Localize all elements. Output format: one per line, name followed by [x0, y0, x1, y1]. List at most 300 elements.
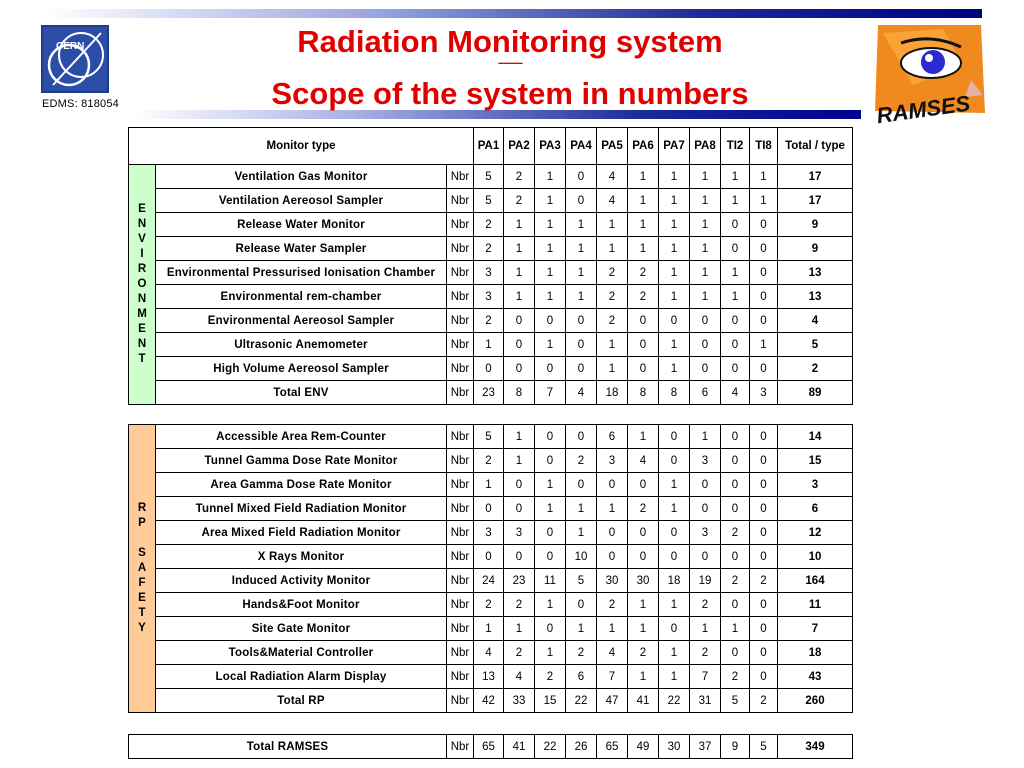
- monitor-type-name: Release Water Sampler: [156, 237, 447, 261]
- count-ti8: 2: [750, 569, 778, 593]
- unit-label: Nbr: [447, 309, 474, 333]
- unit-label: Nbr: [447, 213, 474, 237]
- count-pa1: 3: [474, 285, 504, 309]
- count-ti8: 0: [750, 449, 778, 473]
- count-pa3: 1: [535, 473, 566, 497]
- grand-total-table: [128, 734, 853, 759]
- monitor-type-name: Tunnel Mixed Field Radiation Monitor: [156, 497, 447, 521]
- count-pa4: 22: [566, 689, 597, 713]
- count-pa6: 0: [628, 333, 659, 357]
- count-pa8: 2: [690, 593, 721, 617]
- count-pa8: 19: [690, 569, 721, 593]
- count-ti8: 0: [750, 665, 778, 689]
- section-total-row: [129, 381, 853, 405]
- count-ti8: 0: [750, 309, 778, 333]
- count-pa3: 1: [535, 641, 566, 665]
- count-pa8: 6: [690, 381, 721, 405]
- table-row: [129, 641, 853, 665]
- count-pa8: 1: [690, 165, 721, 189]
- section-label-letter: O: [137, 278, 147, 290]
- count-pa7: 22: [659, 689, 690, 713]
- section-label-letter: E: [138, 203, 146, 215]
- count-pa6: 0: [628, 521, 659, 545]
- count-ti2: 0: [721, 213, 750, 237]
- count-pa2: 0: [504, 333, 535, 357]
- count-pa6: 1: [628, 617, 659, 641]
- count-pa4: 2: [566, 641, 597, 665]
- count-pa3: 22: [535, 735, 566, 759]
- count-ti2: 0: [721, 425, 750, 449]
- monitor-type-name: Environmental rem-chamber: [156, 285, 447, 309]
- count-ti2: 1: [721, 285, 750, 309]
- count-pa6: 41: [628, 689, 659, 713]
- unit-label: Nbr: [447, 545, 474, 569]
- count-pa1: 2: [474, 309, 504, 333]
- count-pa6: 2: [628, 261, 659, 285]
- count-pa4: 0: [566, 425, 597, 449]
- count-pa7: 1: [659, 357, 690, 381]
- count-ti2: 0: [721, 309, 750, 333]
- section-label-letter: [129, 531, 155, 546]
- count-ti8: 0: [750, 285, 778, 309]
- count-pa8: 1: [690, 425, 721, 449]
- count-pa6: 2: [628, 285, 659, 309]
- monitor-type-name: Area Mixed Field Radiation Monitor: [156, 521, 447, 545]
- count-ti2: 1: [721, 617, 750, 641]
- header-table: [128, 127, 853, 165]
- count-pa3: 0: [535, 309, 566, 333]
- unit-label: Nbr: [447, 473, 474, 497]
- count-pa7: 8: [659, 381, 690, 405]
- count-pa2: 0: [504, 473, 535, 497]
- count-pa7: 18: [659, 569, 690, 593]
- unit-label: Nbr: [447, 593, 474, 617]
- table-row: [129, 545, 853, 569]
- count-ti2: 0: [721, 237, 750, 261]
- unit-label: Nbr: [447, 569, 474, 593]
- count-pa6: 1: [628, 165, 659, 189]
- count-pa2: 2: [504, 641, 535, 665]
- monitor-type-name: X Rays Monitor: [156, 545, 447, 569]
- count-pa4: 1: [566, 213, 597, 237]
- count-pa3: 1: [535, 593, 566, 617]
- count-pa2: 23: [504, 569, 535, 593]
- monitor-type-name: Ventilation Gas Monitor: [156, 165, 447, 189]
- count-pa7: 0: [659, 617, 690, 641]
- count-ti8: 0: [750, 521, 778, 545]
- count-pa8: 1: [690, 189, 721, 213]
- table-row: [129, 449, 853, 473]
- unit-label: Nbr: [447, 665, 474, 689]
- section-label-letter: I: [140, 248, 144, 260]
- count-pa7: 0: [659, 449, 690, 473]
- monitor-type-name: Hands&Foot Monitor: [156, 593, 447, 617]
- count-pa3: 0: [535, 545, 566, 569]
- count-pa2: 1: [504, 213, 535, 237]
- count-pa4: 0: [566, 165, 597, 189]
- count-pa4: 0: [566, 309, 597, 333]
- count-pa3: 0: [535, 617, 566, 641]
- count-pa1: 13: [474, 665, 504, 689]
- column-header-monitor-type: Monitor type: [129, 128, 474, 165]
- total-per-type: 7: [778, 617, 853, 641]
- count-pa7: 0: [659, 309, 690, 333]
- count-pa7: 1: [659, 285, 690, 309]
- unit-label: Nbr: [447, 381, 474, 405]
- count-pa3: 2: [535, 665, 566, 689]
- count-pa1: 2: [474, 449, 504, 473]
- total-per-type: 3: [778, 473, 853, 497]
- count-pa6: 30: [628, 569, 659, 593]
- count-pa4: 4: [566, 381, 597, 405]
- count-pa7: 1: [659, 237, 690, 261]
- count-pa4: 0: [566, 473, 597, 497]
- unit-label: Nbr: [447, 333, 474, 357]
- cern-logo-text: CERN: [56, 41, 85, 52]
- count-pa4: 10: [566, 545, 597, 569]
- count-pa8: 3: [690, 449, 721, 473]
- count-pa2: 2: [504, 593, 535, 617]
- section-label-letter: R: [137, 263, 147, 275]
- table-row: [129, 425, 853, 449]
- unit-label: Nbr: [447, 285, 474, 309]
- count-pa7: 0: [659, 545, 690, 569]
- monitor-type-name: Total RP: [156, 689, 447, 713]
- count-pa8: 0: [690, 473, 721, 497]
- table-row: [129, 665, 853, 689]
- count-pa5: 30: [597, 569, 628, 593]
- table-row: [129, 473, 853, 497]
- count-pa1: 5: [474, 165, 504, 189]
- unit-label: Nbr: [447, 261, 474, 285]
- monitor-type-name: Tools&Material Controller: [156, 641, 447, 665]
- count-pa6: 1: [628, 189, 659, 213]
- count-pa1: 42: [474, 689, 504, 713]
- count-pa4: 0: [566, 357, 597, 381]
- count-ti8: 0: [750, 641, 778, 665]
- unit-label: Nbr: [447, 165, 474, 189]
- count-ti8: 0: [750, 425, 778, 449]
- section-label-letter: S: [138, 547, 146, 559]
- count-pa5: 4: [597, 189, 628, 213]
- count-pa5: 65: [597, 735, 628, 759]
- unit-label: Nbr: [447, 641, 474, 665]
- count-ti8: 0: [750, 593, 778, 617]
- unit-label: Nbr: [447, 735, 474, 759]
- unit-label: Nbr: [447, 189, 474, 213]
- edms-reference: EDMS: 818054: [42, 98, 119, 110]
- count-pa2: 1: [504, 425, 535, 449]
- count-pa3: 0: [535, 425, 566, 449]
- count-pa6: 1: [628, 425, 659, 449]
- count-pa7: 1: [659, 189, 690, 213]
- table-row: [129, 165, 853, 189]
- count-pa6: 1: [628, 593, 659, 617]
- monitor-type-name: Induced Activity Monitor: [156, 569, 447, 593]
- count-pa7: 1: [659, 641, 690, 665]
- count-pa5: 1: [597, 213, 628, 237]
- section-label-letter: E: [138, 592, 146, 604]
- total-per-type: 89: [778, 381, 853, 405]
- count-ti2: 1: [721, 261, 750, 285]
- count-pa4: 0: [566, 333, 597, 357]
- monitor-type-name: Tunnel Gamma Dose Rate Monitor: [156, 449, 447, 473]
- count-pa7: 0: [659, 521, 690, 545]
- monitor-type-name: Ultrasonic Anemometer: [156, 333, 447, 357]
- table-row: [129, 189, 853, 213]
- count-pa3: 1: [535, 261, 566, 285]
- count-pa1: 1: [474, 473, 504, 497]
- monitor-type-name: Site Gate Monitor: [156, 617, 447, 641]
- rp-safety-section-table: [128, 424, 853, 713]
- count-ti2: 2: [721, 569, 750, 593]
- count-pa5: 0: [597, 545, 628, 569]
- total-per-type: 2: [778, 357, 853, 381]
- count-pa1: 0: [474, 357, 504, 381]
- count-pa5: 4: [597, 641, 628, 665]
- count-pa4: 0: [566, 189, 597, 213]
- grand-total-row: [129, 735, 853, 759]
- section-label-letter: V: [138, 233, 146, 245]
- count-pa4: 1: [566, 261, 597, 285]
- count-pa4: 1: [566, 617, 597, 641]
- section-label-letter: N: [137, 293, 147, 305]
- total-per-type: 17: [778, 165, 853, 189]
- count-pa2: 2: [504, 189, 535, 213]
- column-header-ti2: TI2: [721, 128, 750, 165]
- column-header-pa2: PA2: [504, 128, 535, 165]
- count-pa5: 3: [597, 449, 628, 473]
- count-pa4: 1: [566, 237, 597, 261]
- count-pa2: 0: [504, 357, 535, 381]
- count-pa6: 0: [628, 357, 659, 381]
- count-pa2: 1: [504, 617, 535, 641]
- total-per-type: 12: [778, 521, 853, 545]
- count-pa3: 0: [535, 357, 566, 381]
- count-pa2: 33: [504, 689, 535, 713]
- table-row: [129, 237, 853, 261]
- count-pa7: 1: [659, 213, 690, 237]
- title-separator: ---------: [498, 57, 522, 69]
- section-label-letter: Y: [138, 622, 146, 634]
- unit-label: Nbr: [447, 521, 474, 545]
- count-pa2: 8: [504, 381, 535, 405]
- count-ti2: 0: [721, 545, 750, 569]
- count-ti8: 0: [750, 497, 778, 521]
- column-header-pa1: PA1: [474, 128, 504, 165]
- count-pa5: 0: [597, 473, 628, 497]
- count-ti8: 0: [750, 617, 778, 641]
- column-header-pa3: PA3: [535, 128, 566, 165]
- count-pa7: 0: [659, 425, 690, 449]
- count-pa8: 1: [690, 261, 721, 285]
- count-pa2: 1: [504, 237, 535, 261]
- count-pa1: 4: [474, 641, 504, 665]
- table-row: [129, 617, 853, 641]
- section-label-rp: [129, 425, 156, 713]
- column-header-pa8: PA8: [690, 128, 721, 165]
- count-pa8: 0: [690, 497, 721, 521]
- section-label-letter: M: [137, 308, 147, 320]
- count-pa3: 1: [535, 213, 566, 237]
- count-pa8: 1: [690, 213, 721, 237]
- count-pa7: 1: [659, 333, 690, 357]
- count-pa1: 3: [474, 261, 504, 285]
- count-pa3: 1: [535, 165, 566, 189]
- environment-section-table: [128, 164, 853, 405]
- count-ti8: 0: [750, 237, 778, 261]
- column-header-total-type: Total / type: [778, 128, 853, 165]
- count-pa6: 1: [628, 237, 659, 261]
- count-pa1: 2: [474, 213, 504, 237]
- count-pa6: 1: [628, 213, 659, 237]
- count-ti2: 2: [721, 521, 750, 545]
- count-pa1: 5: [474, 189, 504, 213]
- total-per-type: 9: [778, 237, 853, 261]
- count-ti2: 0: [721, 357, 750, 381]
- ramses-logo-text: RAMSES: [874, 90, 972, 128]
- count-pa2: 1: [504, 261, 535, 285]
- unit-label: Nbr: [447, 237, 474, 261]
- count-pa3: 1: [535, 333, 566, 357]
- section-label-letter: N: [137, 338, 147, 350]
- column-header-ti8: TI8: [750, 128, 778, 165]
- table-row: [129, 357, 853, 381]
- count-pa7: 1: [659, 593, 690, 617]
- count-pa3: 1: [535, 189, 566, 213]
- count-pa8: 0: [690, 357, 721, 381]
- count-pa5: 6: [597, 425, 628, 449]
- count-pa3: 0: [535, 521, 566, 545]
- count-ti2: 0: [721, 333, 750, 357]
- unit-label: Nbr: [447, 497, 474, 521]
- count-pa1: 2: [474, 237, 504, 261]
- count-pa4: 2: [566, 449, 597, 473]
- count-pa7: 1: [659, 497, 690, 521]
- count-pa8: 1: [690, 617, 721, 641]
- grand-total-label: Total RAMSES: [129, 735, 447, 759]
- count-pa5: 2: [597, 593, 628, 617]
- total-per-type: 9: [778, 213, 853, 237]
- count-pa6: 0: [628, 309, 659, 333]
- count-pa3: 15: [535, 689, 566, 713]
- count-pa6: 0: [628, 545, 659, 569]
- count-pa3: 0: [535, 449, 566, 473]
- count-pa3: 1: [535, 285, 566, 309]
- section-label-letter: T: [138, 607, 146, 619]
- count-ti2: 9: [721, 735, 750, 759]
- total-per-type: 13: [778, 285, 853, 309]
- count-ti8: 1: [750, 165, 778, 189]
- section-label-letter: A: [137, 562, 147, 574]
- count-ti2: 4: [721, 381, 750, 405]
- unit-label: Nbr: [447, 425, 474, 449]
- count-ti2: 1: [721, 189, 750, 213]
- monitor-type-name: Local Radiation Alarm Display: [156, 665, 447, 689]
- column-header-pa5: PA5: [597, 128, 628, 165]
- total-per-type: 11: [778, 593, 853, 617]
- table-row: [129, 521, 853, 545]
- count-pa5: 1: [597, 333, 628, 357]
- count-pa7: 1: [659, 665, 690, 689]
- count-pa5: 2: [597, 285, 628, 309]
- count-ti8: 0: [750, 473, 778, 497]
- count-ti8: 2: [750, 689, 778, 713]
- monitor-type-name: Accessible Area Rem-Counter: [156, 425, 447, 449]
- total-per-type: 17: [778, 189, 853, 213]
- count-pa5: 4: [597, 165, 628, 189]
- count-ti2: 1: [721, 165, 750, 189]
- total-per-type: 260: [778, 689, 853, 713]
- table-row: [129, 309, 853, 333]
- unit-label: Nbr: [447, 357, 474, 381]
- total-per-type: 18: [778, 641, 853, 665]
- monitor-type-name: Ventilation Aereosol Sampler: [156, 189, 447, 213]
- count-pa1: 1: [474, 333, 504, 357]
- count-ti2: 0: [721, 497, 750, 521]
- count-pa1: 5: [474, 425, 504, 449]
- grand-total-value: 349: [778, 735, 853, 759]
- count-pa8: 0: [690, 545, 721, 569]
- count-pa8: 7: [690, 665, 721, 689]
- count-pa1: 0: [474, 545, 504, 569]
- count-pa5: 1: [597, 357, 628, 381]
- section-label-letter: T: [138, 353, 146, 365]
- count-pa5: 1: [597, 497, 628, 521]
- table-row: [129, 333, 853, 357]
- monitor-type-name: Environmental Pressurised Ionisation Chamber: [156, 261, 447, 285]
- count-pa1: 23: [474, 381, 504, 405]
- total-per-type: 4: [778, 309, 853, 333]
- count-pa6: 0: [628, 473, 659, 497]
- count-pa7: 1: [659, 473, 690, 497]
- count-pa6: 1: [628, 665, 659, 689]
- total-per-type: 43: [778, 665, 853, 689]
- unit-label: Nbr: [447, 617, 474, 641]
- section-label-letter: P: [138, 517, 146, 529]
- table-row: [129, 593, 853, 617]
- count-pa5: 0: [597, 521, 628, 545]
- count-pa4: 26: [566, 735, 597, 759]
- section-label-letter: F: [138, 577, 146, 589]
- count-pa6: 8: [628, 381, 659, 405]
- total-per-type: 6: [778, 497, 853, 521]
- ramses-logo: [873, 25, 991, 128]
- count-pa8: 1: [690, 237, 721, 261]
- count-pa4: 0: [566, 593, 597, 617]
- count-ti8: 1: [750, 189, 778, 213]
- table-row: [129, 213, 853, 237]
- count-pa1: 0: [474, 497, 504, 521]
- count-pa2: 41: [504, 735, 535, 759]
- count-pa2: 0: [504, 309, 535, 333]
- monitor-type-name: Total ENV: [156, 381, 447, 405]
- count-pa2: 3: [504, 521, 535, 545]
- monitor-type-name: Release Water Monitor: [156, 213, 447, 237]
- count-pa2: 1: [504, 285, 535, 309]
- count-pa8: 2: [690, 641, 721, 665]
- section-label-letter: R: [137, 502, 147, 514]
- count-pa5: 7: [597, 665, 628, 689]
- count-ti8: 0: [750, 261, 778, 285]
- count-pa5: 2: [597, 309, 628, 333]
- count-ti2: 0: [721, 593, 750, 617]
- unit-label: Nbr: [447, 449, 474, 473]
- count-pa7: 1: [659, 165, 690, 189]
- count-pa5: 1: [597, 237, 628, 261]
- count-pa4: 5: [566, 569, 597, 593]
- count-pa2: 2: [504, 165, 535, 189]
